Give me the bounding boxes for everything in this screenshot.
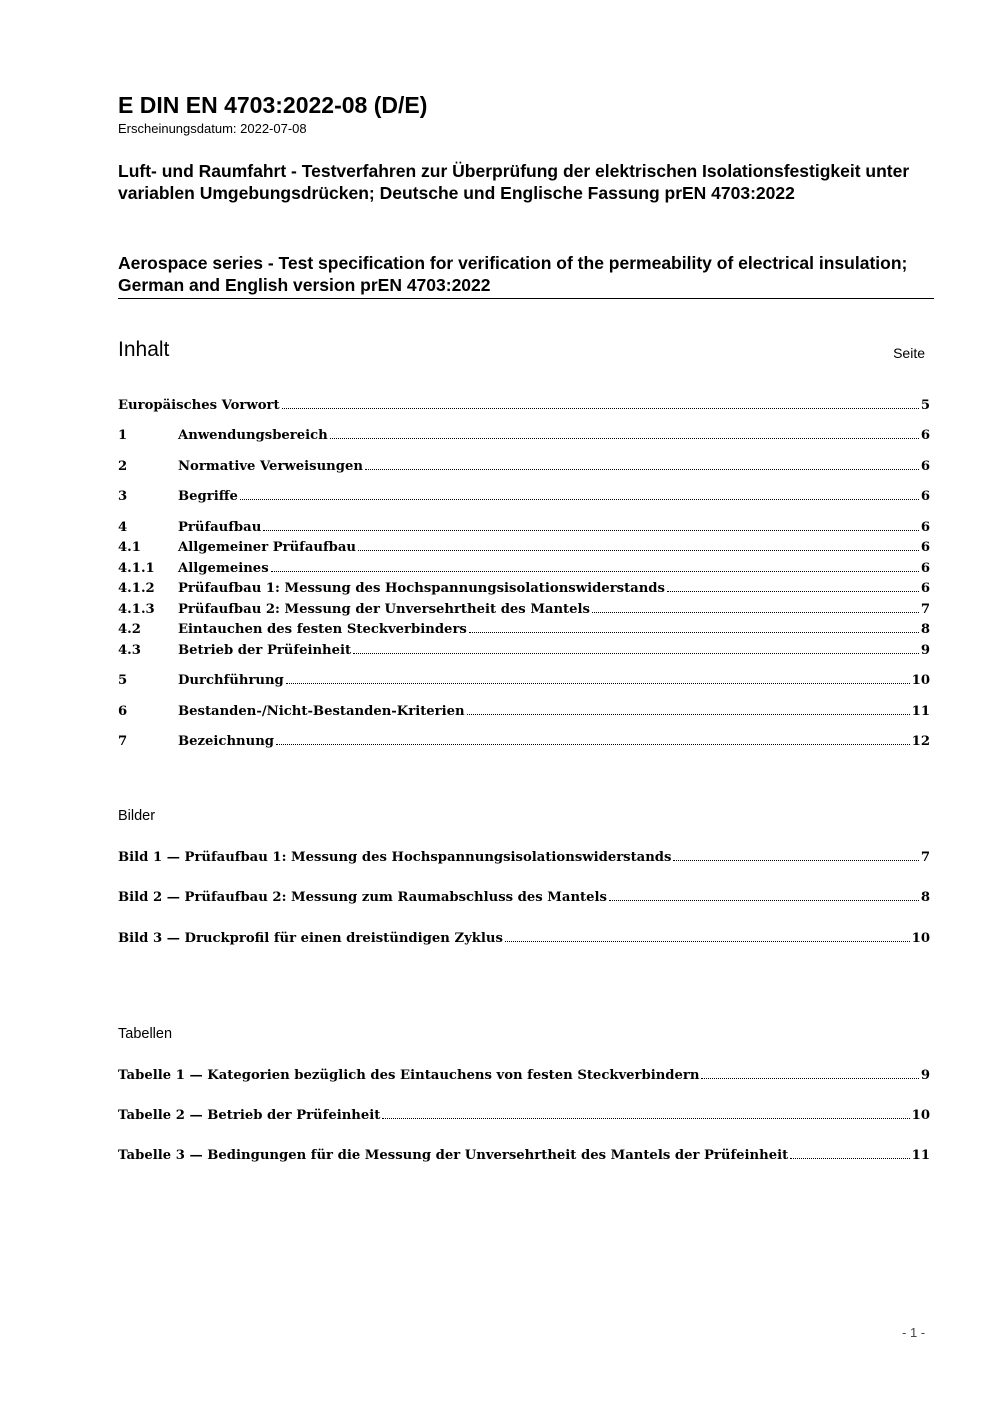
toc-entry-number: 6 (118, 704, 128, 719)
toc-entry-page: 6 (920, 581, 930, 596)
table-entry-label: Tabelle 2 — Betrieb der Prüfeinheit (118, 1108, 381, 1123)
toc-entry[interactable] (118, 578, 930, 596)
figure-entry[interactable] (118, 887, 930, 905)
toc-entry[interactable] (118, 640, 930, 658)
toc-leader (382, 1118, 909, 1119)
toc-leader (276, 744, 910, 745)
table-entry[interactable] (118, 1105, 930, 1123)
figure-entry-label: Bild 2 — Prüfaufbau 2: Messung zum Raumabschluss des Mantels (118, 890, 607, 905)
table-entry-page: 10 (911, 1108, 930, 1123)
toc-entry-label: Eintauchen des festen Steckverbinders (178, 622, 467, 637)
toc-leader (592, 612, 919, 613)
issue-date: Erscheinungsdatum: 2022-07-08 (118, 121, 307, 136)
table-entry[interactable] (118, 1065, 930, 1083)
toc-leader (353, 653, 919, 654)
toc-entry-number: 4.1 (118, 540, 141, 555)
toc-entry-number: 4 (118, 520, 128, 535)
page-number: - 1 - (902, 1325, 926, 1340)
toc-entry-page: 6 (920, 540, 930, 555)
toc-entry[interactable] (118, 558, 930, 576)
toc-leader (365, 469, 919, 470)
toc-entry-label: Anwendungsbereich (178, 428, 328, 443)
toc-entry-label: Durchführung (178, 673, 284, 688)
title-divider (118, 298, 934, 299)
toc-leader (330, 438, 919, 439)
toc-entry-label: Allgemeiner Prüfaufbau (178, 540, 357, 555)
toc-entry-label: Prüfaufbau 1: Messung des Hochspannungsisolationswiderstands (178, 581, 665, 596)
toc-entry-page: 8 (920, 622, 930, 637)
toc-entry[interactable] (118, 619, 930, 637)
toc-entry-number: 4.1.1 (118, 561, 155, 576)
toc-entry-page: 12 (911, 734, 930, 749)
toc-entry-page: 11 (911, 704, 930, 719)
toc-leader (505, 941, 910, 942)
toc-entry-label: Prüfaufbau 2: Messung der Unversehrtheit des Mantels (178, 602, 590, 617)
toc-entry[interactable] (118, 395, 930, 413)
toc-entry-number: 4.1.2 (118, 581, 155, 596)
toc-entry-number: 4.1.3 (118, 602, 155, 617)
title-english: Aerospace series - Test specification for verification of the permeability of electrical insulation; German and English version prEN 4703:2022 (118, 253, 908, 295)
toc-entry[interactable] (118, 456, 930, 474)
toc-entry[interactable] (118, 517, 930, 535)
toc-leader (469, 632, 919, 633)
toc-entry[interactable] (118, 486, 930, 504)
toc-entry-number: 7 (118, 734, 128, 749)
document-title: E DIN EN 4703:2022-08 (D/E) (118, 92, 428, 118)
figure-entry[interactable] (118, 847, 930, 865)
toc-leader (358, 550, 919, 551)
toc-entry-label: Bezeichnung (178, 734, 275, 749)
title-german: Luft- und Raumfahrt - Testverfahren zur Überprüfung der elektrischen Isolationsfestigkeit unter variablen Umgebungsdrücken; Deutsche und Englische Fassung prEN 4703:2022 (118, 161, 910, 203)
toc-leader (271, 571, 919, 572)
toc-leader (240, 499, 919, 500)
toc-entry-number: 4.3 (118, 643, 141, 658)
toc-entry-page: 6 (920, 489, 930, 504)
toc-entry-page: 6 (920, 459, 930, 474)
table-entry-label: Tabelle 1 — Kategorien bezüglich des Eintauchens von festen Steckverbindern (118, 1068, 700, 1083)
table-entry-page: 11 (911, 1148, 930, 1163)
figure-entry-label: Bild 1 — Prüfaufbau 1: Messung des Hochspannungsisolationswiderstands (118, 850, 672, 865)
toc-entry-page: 5 (920, 398, 930, 413)
toc-entry-number: 5 (118, 673, 128, 688)
toc-entry[interactable] (118, 670, 930, 688)
toc-entry-page: 6 (920, 520, 930, 535)
figure-entry-page: 10 (911, 931, 930, 946)
toc-leader (263, 530, 919, 531)
toc-entry-label: Bestanden-/Nicht-Bestanden-Kriterien (178, 704, 465, 719)
figure-entry[interactable] (118, 928, 930, 946)
toc-leader (609, 900, 919, 901)
toc-entry-label: Begriffe (178, 489, 238, 504)
toc-entry-number: 3 (118, 489, 128, 504)
toc-entry-label: Prüfaufbau (178, 520, 262, 535)
toc-entry[interactable] (118, 599, 930, 617)
toc-entry-page: 6 (920, 561, 930, 576)
toc-entry[interactable] (118, 537, 930, 555)
tables-heading: Tabellen (118, 1026, 173, 1042)
toc-leader (790, 1158, 909, 1159)
table-entry-label: Tabelle 3 — Bedingungen für die Messung der Unversehrtheit des Mantels der Prüfeinheit (118, 1148, 789, 1163)
toc-entry[interactable] (118, 425, 930, 443)
toc-leader (467, 714, 910, 715)
toc-entry-number: 2 (118, 459, 128, 474)
toc-leader (701, 1078, 918, 1079)
toc-entry-label: Normative Verweisungen (178, 459, 363, 474)
toc-entry[interactable] (118, 731, 930, 749)
toc-leader (286, 683, 910, 684)
toc-entry-label: Allgemeines (178, 561, 269, 576)
toc-entry-page: 10 (911, 673, 930, 688)
toc-entry-number: 1 (118, 428, 128, 443)
figure-entry-page: 8 (920, 890, 930, 905)
figure-entry-page: 7 (920, 850, 930, 865)
toc-leader (282, 408, 919, 409)
figures-heading: Bilder (118, 808, 156, 824)
figure-entry-label: Bild 3 — Druckprofil für einen dreistündigen Zyklus (118, 931, 503, 946)
toc-entry-label: Betrieb der Prüfeinheit (178, 643, 352, 658)
table-entry-page: 9 (920, 1068, 930, 1083)
toc-entry[interactable] (118, 701, 930, 719)
toc-page-column-label: Seite (893, 345, 925, 361)
toc-entry-page: 9 (920, 643, 930, 658)
toc-entry-label: Europäisches Vorwort (118, 398, 280, 413)
toc-leader (667, 591, 919, 592)
toc-leader (673, 860, 918, 861)
toc-heading: Inhalt (118, 338, 170, 361)
toc-entry-number: 4.2 (118, 622, 141, 637)
toc-entry-page: 6 (920, 428, 930, 443)
table-entry[interactable] (118, 1145, 930, 1163)
toc-entry-page: 7 (920, 602, 930, 617)
